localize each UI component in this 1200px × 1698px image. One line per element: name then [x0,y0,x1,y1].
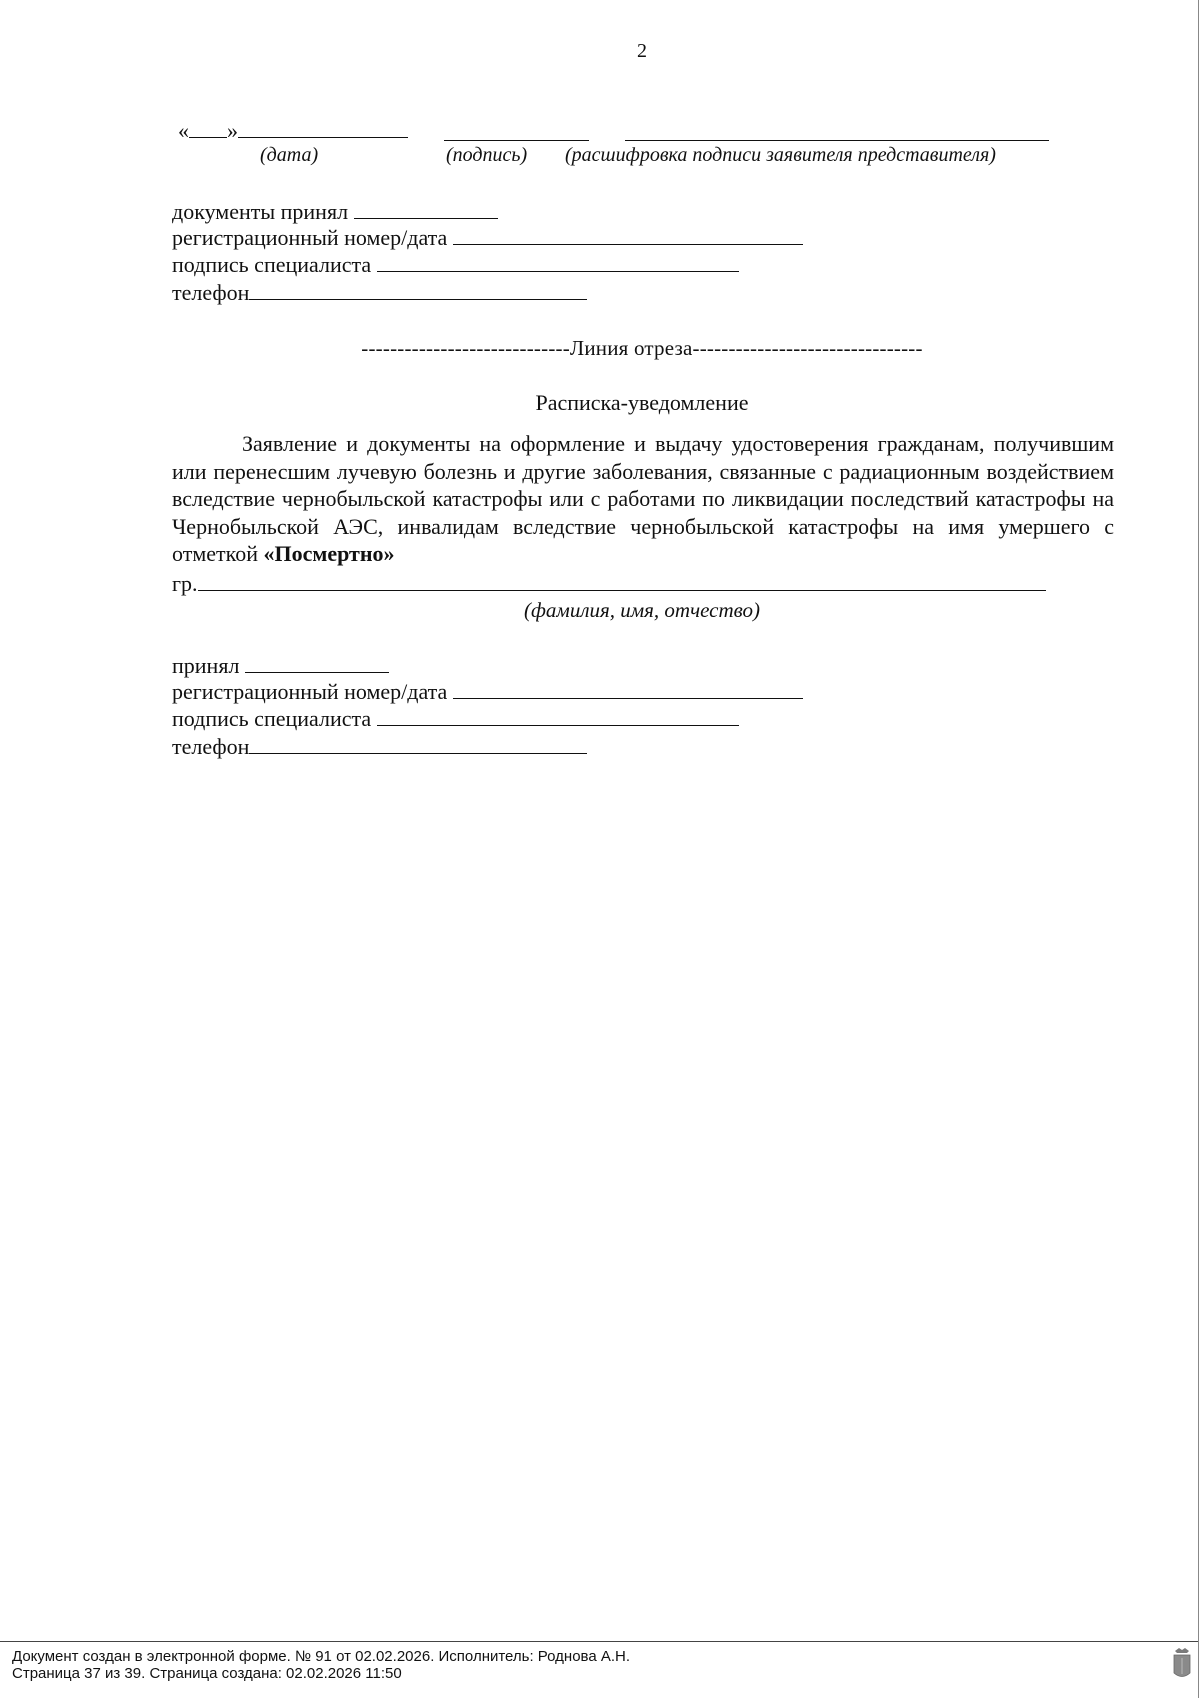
fio-caption: (фамилия, имя, отчество) [524,598,760,622]
receipt-specialist-line [172,705,739,732]
receipt-accepted-blank [245,652,389,673]
date-open-quote: « [178,118,189,143]
receipt-reg-number-blank [453,678,803,699]
receipt-reg-number-line [172,678,803,705]
reg-number-blank [453,224,803,245]
footer-divider [0,1641,1198,1642]
citizen-name-blank [198,570,1046,591]
receipt-reg-number-label: регистрационный номер/дата [172,679,448,704]
date-field [178,118,408,144]
specialist-signature-line [172,251,739,278]
receipt-phone-label: телефон [172,734,250,759]
specialist-signature-blank [377,251,739,272]
page-edge [1198,0,1199,1698]
footer-line-2: Страница 37 из 39. Страница создана: 02.02.2026 11:50 [12,1665,402,1682]
citizen-name-line [172,570,1046,597]
date-caption: (дата) [260,144,319,166]
reg-number-line [172,224,803,251]
specialist-signature-label: подпись специалиста [172,252,372,277]
signature-caption: (подпись) [446,144,528,166]
page-number: 2 [637,40,647,62]
receipt-paragraph-text: Заявление и документы на оформление и выдачу удостоверения гражданам, получившим или перенесшим лучевую болезнь и другие заболевания, связанные с радиационным воздействием вследствие чернобыльской катастрофы или с работами по ликвидации последствий катастрофы на Чернобыльской АЭС, инвалидам вследствие чернобыльской катастрофы на имя умершего с отметкой [172,431,1114,566]
documents-accepted-line [172,198,498,225]
citizen-label: гр. [172,571,198,596]
documents-accepted-label: документы принял [172,199,349,224]
decoding-line [625,140,1049,141]
signature-line [444,140,589,141]
receipt-specialist-label: подпись специалиста [172,706,372,731]
cut-line: -----------------------------Линия отреза-------------------------------- [361,336,923,360]
coat-of-arms-icon [1172,1647,1192,1681]
decoding-caption: (расшифровка подписи заявителя представителя) [565,144,996,166]
receipt-paragraph [172,430,1114,568]
month-year-blank [238,119,408,138]
reg-number-label: регистрационный номер/дата [172,225,448,250]
footer-line-1: Документ создан в электронной форме. № 91 от 02.02.2026. Исполнитель: Роднова А.Н. [12,1648,631,1665]
phone-line [172,279,587,306]
posthumously-mark: «Посмертно» [263,541,395,566]
receipt-accepted-line [172,652,389,679]
signature-block [178,118,1050,168]
date-close-quote: » [227,118,238,143]
receipt-phone-line [172,733,587,760]
document-footer [12,1648,630,1682]
receipt-specialist-blank [377,705,739,726]
phone-blank [249,279,587,300]
receipt-phone-blank [249,733,587,754]
phone-label: телефон [172,280,250,305]
day-blank [189,119,227,138]
documents-accepted-blank [354,198,498,219]
receipt-title: Расписка-уведомление [535,390,749,415]
receipt-accepted-label: принял [172,653,240,678]
